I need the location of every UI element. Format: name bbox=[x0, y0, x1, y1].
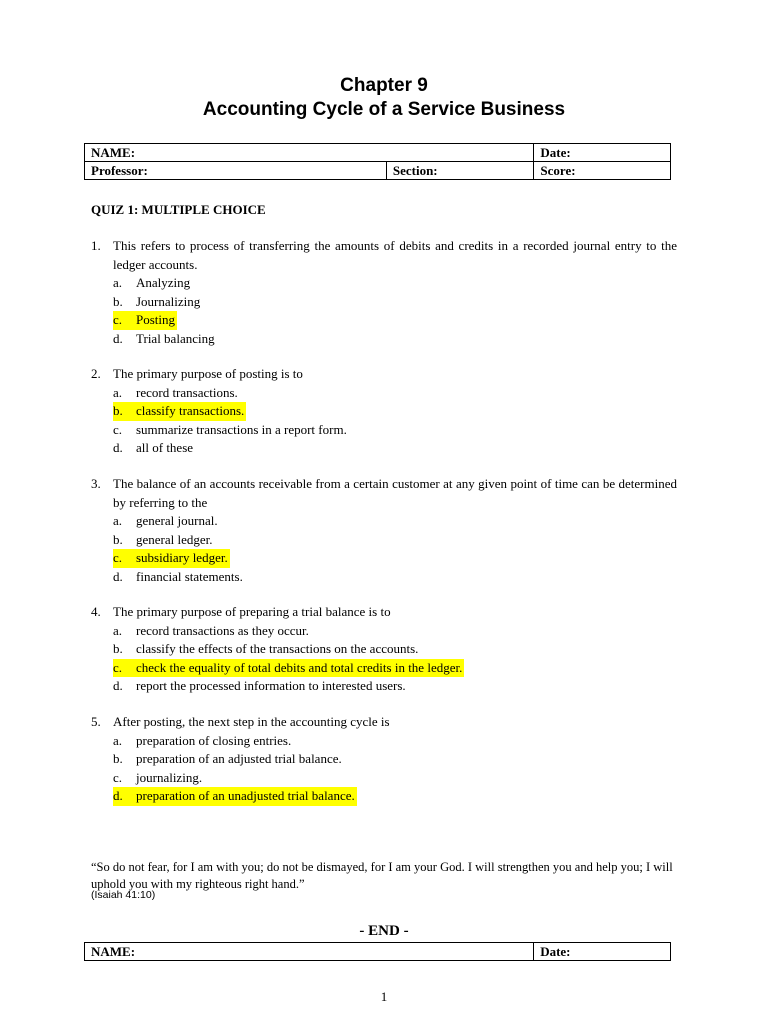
option-a: a. preparation of closing entries. bbox=[113, 732, 292, 748]
question-number: 2. bbox=[91, 366, 101, 381]
option-d: d. Trial balancing bbox=[113, 330, 215, 346]
question-1 bbox=[91, 237, 677, 348]
option-d: d. report the processed information to interested users. bbox=[113, 678, 406, 693]
question-text: The primary purpose of posting is to bbox=[113, 366, 303, 381]
chapter-subtitle: Accounting Cycle of a Service Business bbox=[202, 99, 566, 120]
question-text: After posting, the next step in the accounting cycle is bbox=[113, 714, 390, 729]
question-text: This refers to process of transferring the amounts of debits and credits in a recorded journal entry to the ledger accounts. bbox=[113, 238, 677, 272]
section-cell: Section: bbox=[386, 162, 534, 180]
quote-citation: (Isaiah 41:10) bbox=[91, 889, 156, 901]
chapter-title: Chapter 9 bbox=[340, 75, 428, 96]
option-b: b. preparation of an adjusted trial balance. bbox=[113, 751, 342, 766]
end-marker: - END - bbox=[359, 923, 409, 939]
document-title bbox=[0, 74, 768, 122]
question-number: 5. bbox=[91, 714, 101, 729]
question-number: 1. bbox=[91, 238, 101, 253]
professor-cell: Professor: bbox=[85, 162, 387, 180]
question-2 bbox=[91, 365, 677, 458]
student-info-table bbox=[84, 143, 671, 180]
option-b-highlighted: b. classify transactions. bbox=[91, 402, 677, 421]
option-a: a. record transactions as they occur. bbox=[113, 622, 309, 638]
footer-date-cell: Date: bbox=[534, 943, 671, 961]
question-number: 4. bbox=[91, 604, 101, 619]
option-c: c. journalizing. bbox=[113, 769, 203, 785]
option-c-highlighted: c. subsidiary ledger. bbox=[91, 549, 677, 568]
option-a: a. Analyzing bbox=[113, 275, 191, 290]
footer-info-table bbox=[84, 942, 671, 961]
bible-quote: “So do not fear, for I am with you; do not be dismayed, for I am your God. I will strengthen you and help you; I will uphold you with my righteous right hand.” bbox=[91, 860, 673, 891]
quiz-heading: QUIZ 1: MULTIPLE CHOICE bbox=[91, 202, 266, 217]
question-3 bbox=[91, 475, 677, 586]
option-d: d. financial statements. bbox=[113, 568, 243, 584]
option-b: b. Journalizing bbox=[113, 293, 201, 309]
option-d-highlighted: d. preparation of an unadjusted trial balance. bbox=[91, 787, 677, 806]
date-cell: Date: bbox=[534, 144, 671, 162]
footer-name-cell: NAME: bbox=[85, 943, 534, 961]
question-text: The primary purpose of preparing a trial balance is to bbox=[113, 604, 391, 619]
question-5 bbox=[91, 713, 677, 806]
option-b: b. general ledger. bbox=[113, 531, 213, 547]
option-c-highlighted: c. Posting bbox=[91, 311, 677, 330]
option-c-highlighted: c. check the equality of total debits and total credits in the ledger. bbox=[91, 659, 677, 678]
option-b: b. classify the effects of the transactions on the accounts. bbox=[113, 641, 419, 656]
name-cell: NAME: bbox=[85, 144, 534, 162]
question-number: 3. bbox=[91, 476, 101, 491]
option-a: a. record transactions. bbox=[113, 384, 238, 400]
page-number: 1 bbox=[380, 989, 388, 1004]
option-a: a. general journal. bbox=[113, 513, 218, 528]
question-text: The balance of an accounts receivable from a certain customer at any given point of time can be determined by referring to the bbox=[113, 476, 677, 510]
question-4 bbox=[91, 603, 677, 696]
option-d: d. all of these bbox=[113, 440, 194, 455]
score-cell: Score: bbox=[534, 162, 671, 180]
option-c: c. summarize transactions in a report form. bbox=[113, 421, 347, 437]
